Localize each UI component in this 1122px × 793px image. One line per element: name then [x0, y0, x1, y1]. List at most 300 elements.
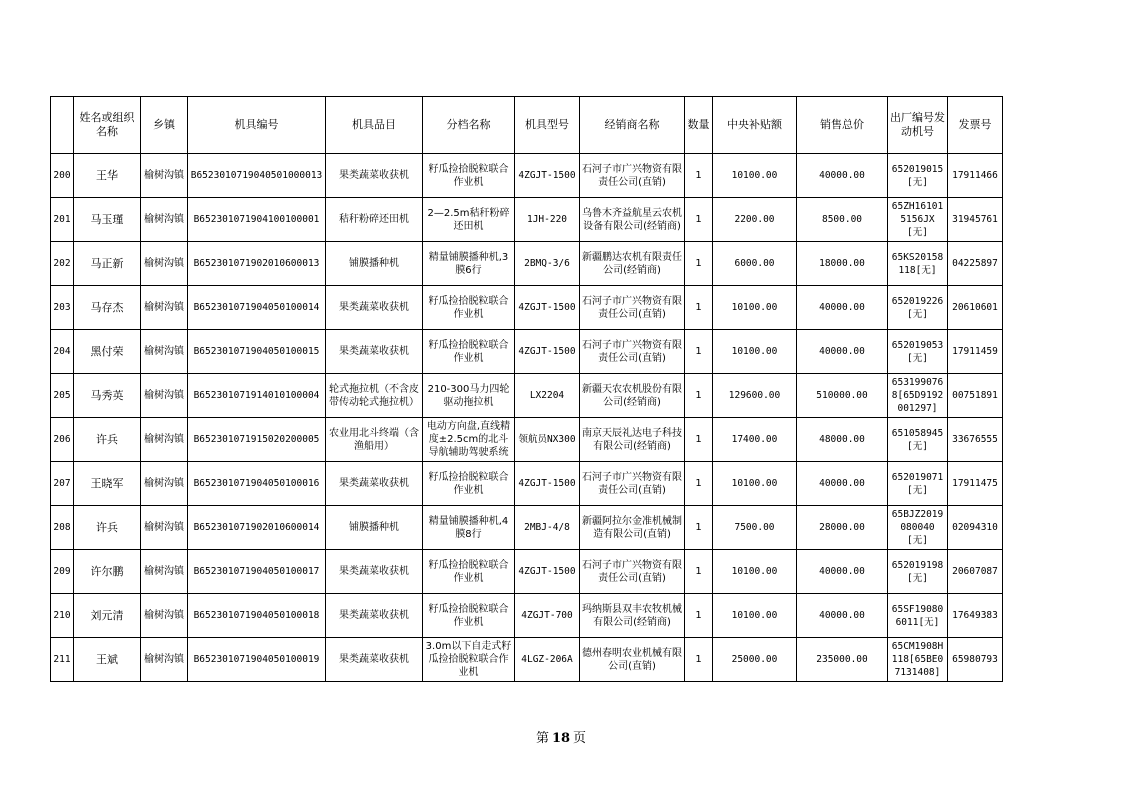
cell-text: 榆树沟镇	[144, 434, 184, 445]
table-row	[51, 462, 1003, 506]
cell-machine-category	[326, 462, 423, 506]
cell-text: 许兵	[96, 433, 118, 446]
cell-text: 207	[53, 478, 71, 489]
cell-machine-category	[326, 506, 423, 550]
cell-row-index	[51, 330, 74, 374]
header-town: 乡镇	[141, 97, 188, 154]
cell-text: 3.0m以下自走式籽瓜捡拾脱粒联合作业机	[425, 641, 512, 678]
cell-town	[141, 462, 188, 506]
cell-applicant-name	[74, 374, 141, 418]
cell-quantity	[685, 374, 713, 418]
cell-text: 电动方向盘,直线精度±2.5cm的北斗导航辅助驾驶系统	[426, 421, 511, 458]
cell-text: 652019053[无]	[891, 339, 944, 364]
cell-town	[141, 154, 188, 198]
cell-text: 铺膜播种机	[349, 522, 399, 533]
cell-subsidy	[713, 198, 797, 242]
cell-town	[141, 594, 188, 638]
cell-invoice	[948, 286, 1003, 330]
cell-text: 1JH-220	[526, 214, 568, 225]
cell-text: 65SF190806011[无]	[891, 603, 944, 628]
cell-row-index	[51, 594, 74, 638]
header-total-price: 销售总价	[797, 97, 888, 154]
cell-text: 18000.00	[819, 258, 865, 269]
cell-text: 1	[695, 214, 702, 225]
cell-text: 652019015[无]	[891, 163, 944, 188]
cell-applicant-name	[74, 462, 141, 506]
subsidy-table	[50, 96, 1003, 682]
cell-text: 4ZGJT-1500	[518, 566, 576, 577]
cell-text: 17911475	[952, 478, 998, 489]
cell-total-price	[797, 550, 888, 594]
cell-text: 1	[695, 610, 702, 621]
cell-machine-id	[188, 330, 326, 374]
cell-text: 10100.00	[731, 566, 778, 577]
cell-subsidy	[713, 594, 797, 638]
cell-text: 果类蔬菜收获机	[339, 654, 409, 665]
cell-text: 榆树沟镇	[144, 522, 184, 533]
cell-quantity	[685, 462, 713, 506]
cell-invoice	[948, 154, 1003, 198]
cell-text: 马存杰	[90, 301, 124, 314]
cell-text: 6531990768[65D9192001297]	[891, 377, 944, 414]
cell-subsidy	[713, 638, 797, 682]
cell-text: 1	[695, 170, 702, 181]
cell-text: 40000.00	[819, 478, 865, 489]
cell-text: 籽瓜捡拾脱粒联合作业机	[428, 559, 509, 584]
table-row	[51, 154, 1003, 198]
cell-town	[141, 638, 188, 682]
cell-model	[515, 638, 580, 682]
cell-serial	[888, 594, 948, 638]
cell-text: 榆树沟镇	[144, 346, 184, 357]
cell-text: 10100.00	[731, 170, 778, 181]
cell-invoice	[948, 242, 1003, 286]
cell-grade-name	[423, 506, 515, 550]
cell-text: 208	[53, 522, 71, 533]
cell-quantity	[685, 594, 713, 638]
cell-quantity	[685, 198, 713, 242]
cell-model	[515, 418, 580, 462]
table-row	[51, 506, 1003, 550]
cell-text: 25000.00	[731, 654, 778, 665]
cell-row-index	[51, 154, 74, 198]
cell-subsidy	[713, 154, 797, 198]
cell-machine-category	[326, 154, 423, 198]
header-model: 机具型号	[515, 97, 580, 154]
cell-subsidy	[713, 330, 797, 374]
table-row	[51, 286, 1003, 330]
cell-text: 榆树沟镇	[144, 390, 184, 401]
cell-quantity	[685, 330, 713, 374]
cell-dealer	[580, 242, 685, 286]
cell-applicant-name	[74, 550, 141, 594]
cell-applicant-name	[74, 242, 141, 286]
cell-text: 石河子市广兴物资有限责任公司(直销)	[582, 559, 682, 584]
cell-text: 203	[53, 302, 71, 313]
cell-applicant-name	[74, 506, 141, 550]
cell-model	[515, 506, 580, 550]
cell-text: 领航员NX300	[518, 434, 576, 445]
cell-text: 乌鲁木齐益航星云农机设备有限公司(经销商)	[582, 207, 682, 232]
cell-machine-category	[326, 286, 423, 330]
cell-text: B652301071914010100004	[193, 390, 320, 401]
cell-text: 榆树沟镇	[144, 170, 184, 181]
cell-text: 40000.00	[819, 346, 865, 357]
cell-text: 秸秆粉碎还田机	[339, 214, 409, 225]
cell-model	[515, 242, 580, 286]
cell-dealer	[580, 462, 685, 506]
cell-text: 1	[695, 390, 702, 401]
cell-text: 17911459	[952, 346, 998, 357]
cell-total-price	[797, 330, 888, 374]
header-serial: 出厂编号发动机号	[888, 97, 948, 154]
page-prefix: 第	[535, 731, 549, 746]
cell-text: 农业用北斗终端（含渔船用）	[329, 427, 419, 452]
cell-text: 新疆阿拉尔金准机械制造有限公司(直销)	[582, 515, 682, 540]
cell-machine-id	[188, 198, 326, 242]
cell-text: 许尔鹏	[90, 565, 124, 578]
cell-text: 铺膜播种机	[349, 258, 399, 269]
cell-text: 许兵	[96, 521, 118, 534]
cell-machine-category	[326, 330, 423, 374]
cell-text: 40000.00	[819, 302, 865, 313]
cell-model	[515, 286, 580, 330]
cell-machine-id	[188, 506, 326, 550]
table-row	[51, 638, 1003, 682]
cell-text: 榆树沟镇	[144, 258, 184, 269]
table-row	[51, 374, 1003, 418]
cell-total-price	[797, 638, 888, 682]
cell-machine-category	[326, 418, 423, 462]
cell-row-index	[51, 550, 74, 594]
cell-applicant-name	[74, 594, 141, 638]
cell-text: 2—2.5m秸秆粉碎还田机	[427, 207, 510, 232]
cell-text: 8500.00	[821, 214, 863, 225]
table-row	[51, 330, 1003, 374]
cell-text: B652301071904050100017	[193, 566, 320, 577]
cell-text: 10100.00	[731, 346, 778, 357]
cell-model	[515, 374, 580, 418]
cell-total-price	[797, 154, 888, 198]
cell-serial	[888, 374, 948, 418]
cell-grade-name	[423, 418, 515, 462]
cell-applicant-name	[74, 418, 141, 462]
cell-text: 20610601	[952, 302, 998, 313]
cell-serial	[888, 506, 948, 550]
cell-invoice	[948, 374, 1003, 418]
cell-machine-id	[188, 374, 326, 418]
cell-text: 王华	[96, 169, 118, 182]
cell-text: B652301071904050100018	[193, 610, 320, 621]
cell-row-index	[51, 286, 74, 330]
page-number: 18	[551, 731, 571, 746]
cell-row-index	[51, 242, 74, 286]
cell-text: 1	[695, 654, 702, 665]
cell-grade-name	[423, 286, 515, 330]
page-suffix: 页	[573, 731, 587, 746]
cell-town	[141, 418, 188, 462]
cell-text: 04225897	[952, 258, 998, 269]
cell-text: 209	[53, 566, 71, 577]
cell-serial	[888, 550, 948, 594]
cell-machine-id	[188, 242, 326, 286]
header-grade-name: 分档名称	[423, 97, 515, 154]
cell-text: 榆树沟镇	[144, 214, 184, 225]
cell-text: 02094310	[952, 522, 998, 533]
cell-machine-id	[188, 154, 326, 198]
cell-text: 4ZGJT-700	[521, 610, 573, 621]
cell-invoice	[948, 418, 1003, 462]
cell-machine-id	[188, 638, 326, 682]
cell-machine-category	[326, 374, 423, 418]
cell-text: 榆树沟镇	[144, 654, 184, 665]
cell-text: B65230107190405010000​13	[190, 170, 323, 181]
cell-dealer	[580, 198, 685, 242]
cell-grade-name	[423, 462, 515, 506]
cell-text: 1	[695, 434, 702, 445]
header-machine-id: 机具编号	[188, 97, 326, 154]
cell-text: B652301071904050100016	[193, 478, 320, 489]
cell-text: 31945761	[952, 214, 998, 225]
cell-text: 德州春明农业机械有限公司(直销)	[582, 647, 682, 672]
cell-total-price	[797, 418, 888, 462]
header-name: 姓名或组织名称	[74, 97, 141, 154]
table-row	[51, 198, 1003, 242]
cell-quantity	[685, 286, 713, 330]
cell-text: 4ZGJT-1500	[518, 478, 576, 489]
cell-text: 石河子市广兴物资有限责任公司(直销)	[582, 471, 682, 496]
cell-quantity	[685, 506, 713, 550]
cell-text: 玛纳斯县双丰农牧机械有限公司(经销商)	[582, 603, 682, 628]
cell-text: 1	[695, 478, 702, 489]
cell-text: 65BJZ2019080040[无]	[891, 509, 944, 546]
cell-model	[515, 330, 580, 374]
header-subsidy: 中央补贴额	[713, 97, 797, 154]
cell-dealer	[580, 374, 685, 418]
cell-town	[141, 506, 188, 550]
cell-text: 籽瓜捡拾脱粒联合作业机	[428, 295, 509, 320]
cell-text: 6000.00	[734, 258, 775, 269]
cell-dealer	[580, 286, 685, 330]
cell-text: 新疆天农农机股份有限公司(经销商)	[582, 383, 682, 408]
cell-text: 65KS20158118[无]	[891, 251, 944, 276]
cell-subsidy	[713, 286, 797, 330]
cell-serial	[888, 418, 948, 462]
cell-grade-name	[423, 550, 515, 594]
header-machine-category: 机具品目	[326, 97, 423, 154]
cell-text: 10100.00	[731, 302, 778, 313]
cell-row-index	[51, 198, 74, 242]
page-footer	[0, 727, 1122, 746]
cell-quantity	[685, 242, 713, 286]
table-row	[51, 594, 1003, 638]
cell-subsidy	[713, 506, 797, 550]
cell-dealer	[580, 418, 685, 462]
cell-subsidy	[713, 550, 797, 594]
cell-text: 201	[53, 214, 71, 225]
cell-text: 652019198[无]	[891, 559, 944, 584]
cell-text: 籽瓜捡拾脱粒联合作业机	[428, 471, 509, 496]
cell-text: 40000.00	[819, 610, 865, 621]
cell-text: 204	[53, 346, 71, 357]
cell-text: 652019071[无]	[891, 471, 944, 496]
cell-applicant-name	[74, 330, 141, 374]
cell-invoice	[948, 506, 1003, 550]
cell-serial	[888, 242, 948, 286]
cell-text: 石河子市广兴物资有限责任公司(直销)	[582, 295, 682, 320]
cell-dealer	[580, 550, 685, 594]
cell-text: 235000.00	[816, 654, 868, 665]
cell-model	[515, 594, 580, 638]
cell-total-price	[797, 374, 888, 418]
cell-row-index	[51, 506, 74, 550]
cell-text: 4ZGJT-1500	[518, 346, 576, 357]
cell-text: 果类蔬菜收获机	[339, 610, 409, 621]
cell-text: 210	[53, 610, 71, 621]
cell-text: 17911466	[952, 170, 998, 181]
cell-grade-name	[423, 330, 515, 374]
cell-town	[141, 550, 188, 594]
table-row	[51, 550, 1003, 594]
cell-machine-id	[188, 462, 326, 506]
cell-serial	[888, 154, 948, 198]
cell-text: 2BMQ-3/6	[524, 258, 570, 269]
cell-machine-category	[326, 594, 423, 638]
cell-text: 1	[695, 302, 702, 313]
cell-text: B652301071902010600013	[193, 258, 320, 269]
cell-subsidy	[713, 374, 797, 418]
table-row	[51, 242, 1003, 286]
cell-model	[515, 198, 580, 242]
cell-dealer	[580, 506, 685, 550]
cell-text: 1	[695, 258, 702, 269]
cell-text: 65ZH161015156JX[无]	[891, 201, 944, 238]
cell-total-price	[797, 506, 888, 550]
cell-text: 石河子市广兴物资有限责任公司(直销)	[582, 339, 682, 364]
cell-town	[141, 286, 188, 330]
cell-text: B652301071902010600014	[193, 522, 320, 533]
cell-quantity	[685, 550, 713, 594]
cell-total-price	[797, 462, 888, 506]
cell-text: 7500.00	[734, 522, 775, 533]
cell-grade-name	[423, 242, 515, 286]
cell-text: 南京天辰礼达电子科技有限公司(经销商)	[582, 427, 682, 452]
cell-text: 2200.00	[734, 214, 775, 225]
cell-text: 65980793	[952, 654, 998, 665]
cell-text: 黑付荣	[90, 345, 124, 358]
table-row	[51, 418, 1003, 462]
cell-invoice	[948, 198, 1003, 242]
cell-dealer	[580, 154, 685, 198]
cell-serial	[888, 330, 948, 374]
cell-text: 17400.00	[731, 434, 778, 445]
cell-grade-name	[423, 374, 515, 418]
cell-serial	[888, 286, 948, 330]
cell-text: 精量铺膜播种机,4膜8行	[428, 515, 509, 540]
cell-invoice	[948, 462, 1003, 506]
cell-text: 榆树沟镇	[144, 478, 184, 489]
cell-total-price	[797, 198, 888, 242]
cell-text: 果类蔬菜收获机	[339, 346, 409, 357]
cell-text: 10100.00	[731, 478, 778, 489]
cell-machine-id	[188, 418, 326, 462]
cell-text: 206	[53, 434, 71, 445]
cell-text: 210-300马力四轮驱动拖拉机	[427, 383, 510, 408]
cell-invoice	[948, 330, 1003, 374]
cell-town	[141, 330, 188, 374]
cell-dealer	[580, 594, 685, 638]
header-dealer: 经销商名称	[580, 97, 685, 154]
cell-text: 榆树沟镇	[144, 566, 184, 577]
cell-text: 王晓军	[90, 477, 124, 490]
cell-text: 28000.00	[819, 522, 865, 533]
cell-model	[515, 550, 580, 594]
cell-text: B652301071904050100014	[193, 302, 320, 313]
cell-text: 510000.00	[816, 390, 868, 401]
cell-text: 651058945[无]	[891, 427, 944, 452]
cell-text: 籽瓜捡拾脱粒联合作业机	[428, 603, 509, 628]
cell-applicant-name	[74, 286, 141, 330]
cell-text: 17649383	[952, 610, 998, 621]
cell-grade-name	[423, 638, 515, 682]
cell-text: 205	[53, 390, 71, 401]
cell-serial	[888, 462, 948, 506]
cell-machine-category	[326, 242, 423, 286]
cell-machine-category	[326, 550, 423, 594]
cell-row-index	[51, 638, 74, 682]
cell-text: 200	[53, 170, 71, 181]
cell-text: 籽瓜捡拾脱粒联合作业机	[428, 339, 509, 364]
cell-machine-id	[188, 550, 326, 594]
cell-applicant-name	[74, 198, 141, 242]
cell-grade-name	[423, 198, 515, 242]
cell-text: 4LGZ-206A	[521, 654, 573, 665]
cell-quantity	[685, 418, 713, 462]
cell-serial	[888, 198, 948, 242]
cell-model	[515, 462, 580, 506]
cell-text: 33676555	[952, 434, 998, 445]
cell-applicant-name	[74, 154, 141, 198]
cell-text: 00751891	[952, 390, 998, 401]
header-quantity: 数量	[685, 97, 713, 154]
cell-subsidy	[713, 242, 797, 286]
cell-text: 4ZGJT-1500	[518, 170, 576, 181]
cell-text: LX2204	[529, 390, 565, 401]
cell-text: 202	[53, 258, 71, 269]
cell-subsidy	[713, 462, 797, 506]
cell-text: 新疆鹏达农机有限责任公司(经销商)	[582, 251, 682, 276]
cell-text: 40000.00	[819, 566, 865, 577]
cell-grade-name	[423, 154, 515, 198]
cell-total-price	[797, 242, 888, 286]
cell-machine-id	[188, 286, 326, 330]
cell-machine-category	[326, 638, 423, 682]
cell-town	[141, 242, 188, 286]
cell-row-index	[51, 462, 74, 506]
cell-invoice	[948, 550, 1003, 594]
cell-row-index	[51, 374, 74, 418]
cell-text: 65CM1908H118[65BE07131408]	[891, 641, 944, 678]
cell-text: 榆树沟镇	[144, 610, 184, 621]
cell-text: B652301071904050100019	[193, 654, 320, 665]
cell-text: 马秀英	[90, 389, 124, 402]
cell-quantity	[685, 154, 713, 198]
cell-text: 1	[695, 522, 702, 533]
cell-dealer	[580, 638, 685, 682]
cell-text: 果类蔬菜收获机	[339, 566, 409, 577]
cell-machine-category	[326, 198, 423, 242]
cell-invoice	[948, 594, 1003, 638]
